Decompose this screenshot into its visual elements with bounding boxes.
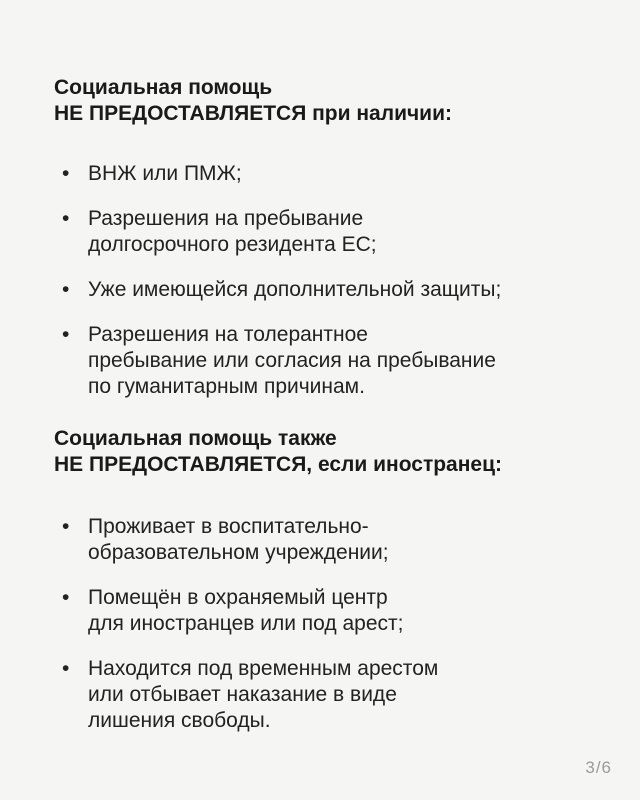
page-number: 3/6 (585, 758, 612, 777)
list-item-text: долгосрочного резидента ЕС; (88, 233, 377, 256)
list-item-text: по гуманитарным причинам. (88, 375, 365, 398)
section-not-granted-if-foreigner (54, 426, 594, 478)
list-item-text: образовательном учреждении; (88, 541, 389, 564)
list-item (54, 514, 594, 566)
bullet-icon: • (62, 278, 70, 301)
list-item-text: или отбывает наказание в виде (88, 683, 397, 706)
list-item (54, 585, 594, 637)
list-item-text: Разрешения на толерантное (88, 323, 368, 346)
list-item (54, 277, 594, 303)
heading-line: НЕ ПРЕДОСТАВЛЯЕТСЯ, если иностранец: (54, 453, 503, 476)
bullet-icon: • (62, 586, 70, 609)
conditions-list-items (54, 161, 594, 400)
list-item-text: лишения свободы. (88, 709, 271, 732)
list-item-text: Проживает в воспитательно- (88, 515, 369, 538)
heading-line: Социальная помощь также (54, 427, 337, 450)
bullet-icon: • (62, 515, 70, 538)
list-item (54, 206, 594, 258)
foreigner-conditions-list-items (54, 514, 594, 734)
section-heading (54, 426, 594, 478)
bullet-icon: • (62, 162, 70, 185)
heading-line: Социальная помощь (54, 76, 273, 99)
list-item-text: для иностранцев или под арест; (88, 612, 404, 635)
list-item (54, 656, 594, 734)
list-item-text: ВНЖ или ПМЖ; (88, 162, 242, 185)
bullet-icon: • (62, 657, 70, 680)
list-item-text: пребывание или согласия на пребывание (88, 349, 496, 372)
list-item-text: Помещён в охраняемый центр (88, 586, 388, 609)
bullet-icon: • (62, 207, 70, 230)
foreigner-conditions-list (54, 514, 594, 734)
list-item-text: Находится под временным арестом (88, 657, 439, 680)
bullet-icon: • (62, 323, 70, 346)
list-item (54, 322, 594, 400)
section-heading (54, 75, 594, 127)
conditions-list (54, 161, 594, 400)
list-item-text: Разрешения на пребывание (88, 207, 364, 230)
list-item (54, 161, 594, 187)
section-not-granted-possession (54, 75, 594, 127)
list-item-text: Уже имеющейся дополнительной защиты; (88, 278, 502, 301)
heading-line: НЕ ПРЕДОСТАВЛЯЕТСЯ при наличии: (54, 102, 452, 125)
